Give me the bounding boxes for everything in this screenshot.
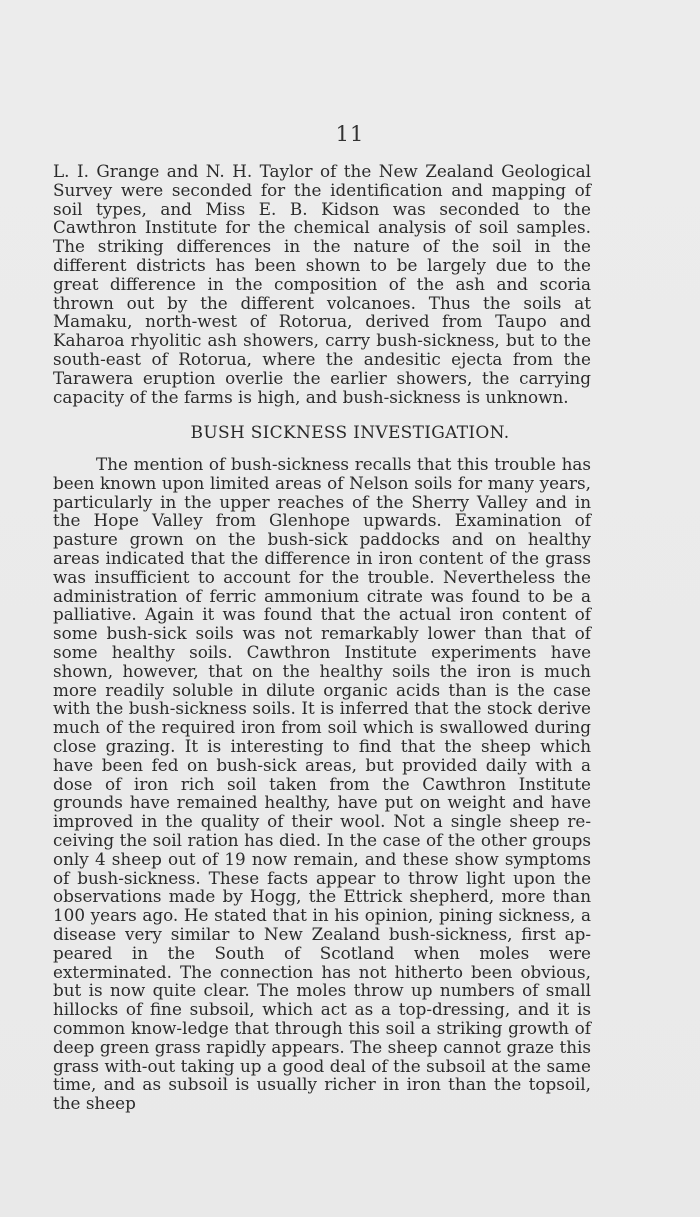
section-heading: BUSH SICKNESS INVESTIGATION. <box>190 423 510 443</box>
paragraph-soil-survey: L. I. Grange and N. H. Taylor of the New Zealand Geological Survey were seconded for the identification and mapping of soil types, and Miss E. B. Kidson was seconded to the Cawthron Institute for the chemical analysis of soil samples. The striking differences in the nature of the soil in the different districts has been shown to be largely due to the great difference in the composition of the ash and scoria thrown out by the different volcanoes. Thus the soils at Mamaku, north-west of Rotorua, derived from Taupo and Kaharoa rhyolitic ash showers, carry bush-sickness, but to the south-east of Rotorua, where the andesitic ejecta from the Tarawera eruption overlie the earlier showers, the carrying capacity of the farms is high, and bush-sickness is unknown. <box>53 161 591 407</box>
page-number: 11 <box>335 122 365 146</box>
paragraph-bush-sickness: The mention of bush-sickness recalls that this trouble has been known upon limited areas of Nelson soils for many years, particularly in the upper reaches of the Sherry Valley and in the Hope Valley from Glenhope upwards. Examination of pasture grown on the bush-sick paddocks and on healthy areas indicated that the difference in iron content of the grass was insufficient to account for the trouble. Nevertheless the administration of ferric ammonium citrate was found to be a palliative. Again it was found that the actual iron content of some bush-sick soils was not remarkably lower than that of some healthy soils. Cawthron Institute experiments have shown, however, that on the healthy soils the iron is much more readily soluble in dilute organic acids than is the case with the bush-sickness soils. It is inferred that the stock derive much of the required iron from soil which is swallowed during close grazing. It is interesting to find that the sheep which have been fed on bush-sick areas, but provided daily with a dose of iron rich soil taken from the Cawthron Institute grounds have remained healthy, have put on weight and have improved in the quality of their wool. Not a single sheep re-ceiving the soil ration has died. In the case of the other groups only 4 sheep out of 19 now remain, and these show symptoms of bush-sickness. These facts appear to throw light upon the observations made by Hogg, the Ettrick shepherd, more than 100 years ago. He stated that in his opinion, pining sickness, a disease very similar to New Zealand bush-sickness, first ap-peared in the South of Scotland when moles were exterminated. The connection has not hitherto been obvious, but is now quite clear. The moles throw up numbers of small hillocks of fine subsoil, which act as a top-dressing, and it is common know-ledge that through this soil a striking growth of deep green grass rapidly appears. The sheep cannot graze this grass with-out taking up a good deal of the subsoil at the same time, and as subsoil is usually richer in iron than the topsoil, the sheep <box>53 454 591 1114</box>
